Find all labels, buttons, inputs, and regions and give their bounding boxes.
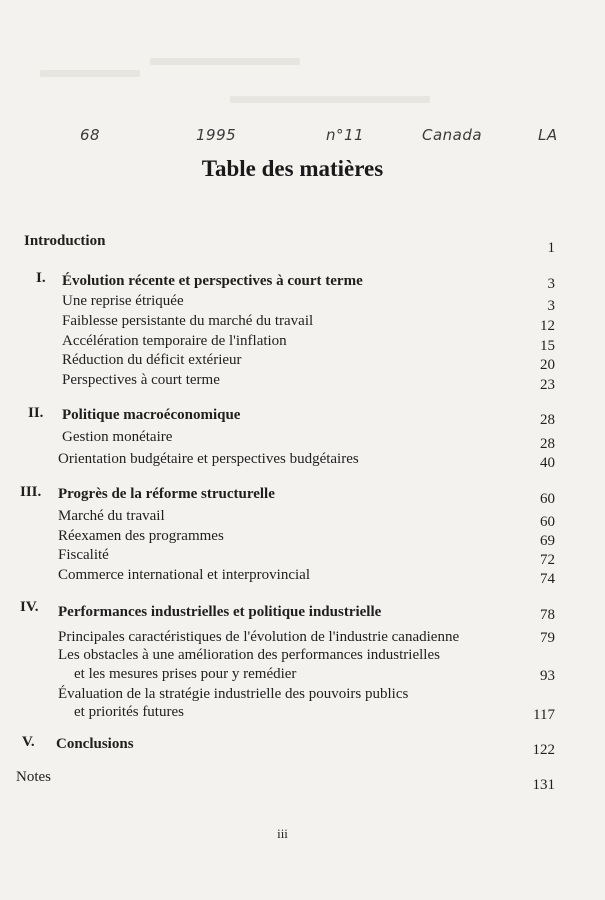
toc-page-number: 60 — [540, 491, 555, 507]
toc-entry: Réexamen des programmes — [58, 528, 224, 544]
toc-entry-continuation: et les mesures prises pour y remédier — [74, 666, 297, 682]
toc-entry: Réduction du déficit extérieur — [62, 352, 242, 368]
toc-entry: Évaluation de la stratégie industrielle des pouvoirs publics — [58, 686, 409, 702]
toc-introduction: Introduction — [24, 233, 106, 249]
toc-page-number: 28 — [540, 436, 555, 452]
toc-page-number: 12 — [540, 318, 555, 334]
toc-page-number: 117 — [533, 707, 555, 723]
toc-page-number: 28 — [540, 412, 555, 428]
toc-page-number: 3 — [547, 298, 555, 314]
toc-page-number: 131 — [532, 777, 555, 793]
toc-page-number: 72 — [540, 552, 555, 568]
toc-notes: Notes — [16, 769, 51, 785]
toc-entry: Principales caractéristiques de l'évolution de l'industrie canadienne — [58, 629, 460, 645]
section-heading: Évolution récente et perspectives à court terme — [62, 273, 363, 289]
bleed-through-mark — [230, 96, 430, 103]
section-heading: Progrès de la réforme structurelle — [58, 486, 275, 502]
toc-entry: Fiscalité — [58, 547, 109, 563]
section-heading: Conclusions — [56, 736, 134, 752]
toc-page-number: 93 — [540, 668, 555, 684]
toc-entry: Accélération temporaire de l'inflation — [62, 333, 287, 349]
toc-entry: Une reprise étriquée — [62, 293, 184, 309]
toc-entry: Marché du travail — [58, 508, 165, 524]
handwritten-note: 68 — [80, 126, 101, 144]
toc-entry: Perspectives à court terme — [62, 372, 220, 388]
section-heading: Politique macroéconomique — [62, 407, 241, 423]
toc-entry: Faiblesse persistante du marché du travail — [62, 313, 314, 329]
page-folio: iii — [277, 826, 288, 841]
toc-page-number: 1 — [547, 240, 555, 256]
toc-page-number: 60 — [540, 514, 555, 530]
toc-entry: Les obstacles à une amélioration des performances industrielles — [58, 647, 440, 663]
toc-page-number: 79 — [540, 630, 555, 646]
toc-page-number: 40 — [540, 455, 555, 471]
toc-page-number: 69 — [540, 533, 555, 549]
toc-entry: Orientation budgétaire et perspectives budgétaires — [58, 451, 359, 467]
toc-entry-continuation: et priorités futures — [74, 704, 184, 720]
bleed-through-mark — [150, 58, 300, 65]
toc-page-number: 122 — [532, 742, 555, 758]
toc-page-number: 74 — [540, 571, 555, 587]
section-numeral: I. — [36, 270, 46, 286]
toc-page-number: 23 — [540, 377, 555, 393]
toc-entry: Gestion monétaire — [62, 429, 173, 445]
section-numeral: II. — [28, 405, 44, 421]
handwritten-note: 1995 — [196, 126, 237, 144]
page-title: Table des matières — [201, 156, 384, 181]
section-numeral: III. — [20, 484, 42, 500]
toc-page-number: 15 — [540, 338, 555, 354]
section-numeral: IV. — [20, 599, 39, 615]
handwritten-note: n°11 — [326, 126, 365, 144]
toc-entry: Commerce international et interprovincial — [58, 567, 310, 583]
toc-page-number: 20 — [540, 357, 555, 373]
toc-page-number: 78 — [540, 607, 555, 623]
bleed-through-mark — [40, 70, 140, 77]
section-numeral: V. — [22, 734, 35, 750]
toc-page-number: 3 — [547, 276, 555, 292]
handwritten-note: LA — [538, 126, 558, 144]
handwritten-note: Canada — [422, 126, 483, 144]
section-heading: Performances industrielles et politique industrielle — [58, 604, 382, 620]
